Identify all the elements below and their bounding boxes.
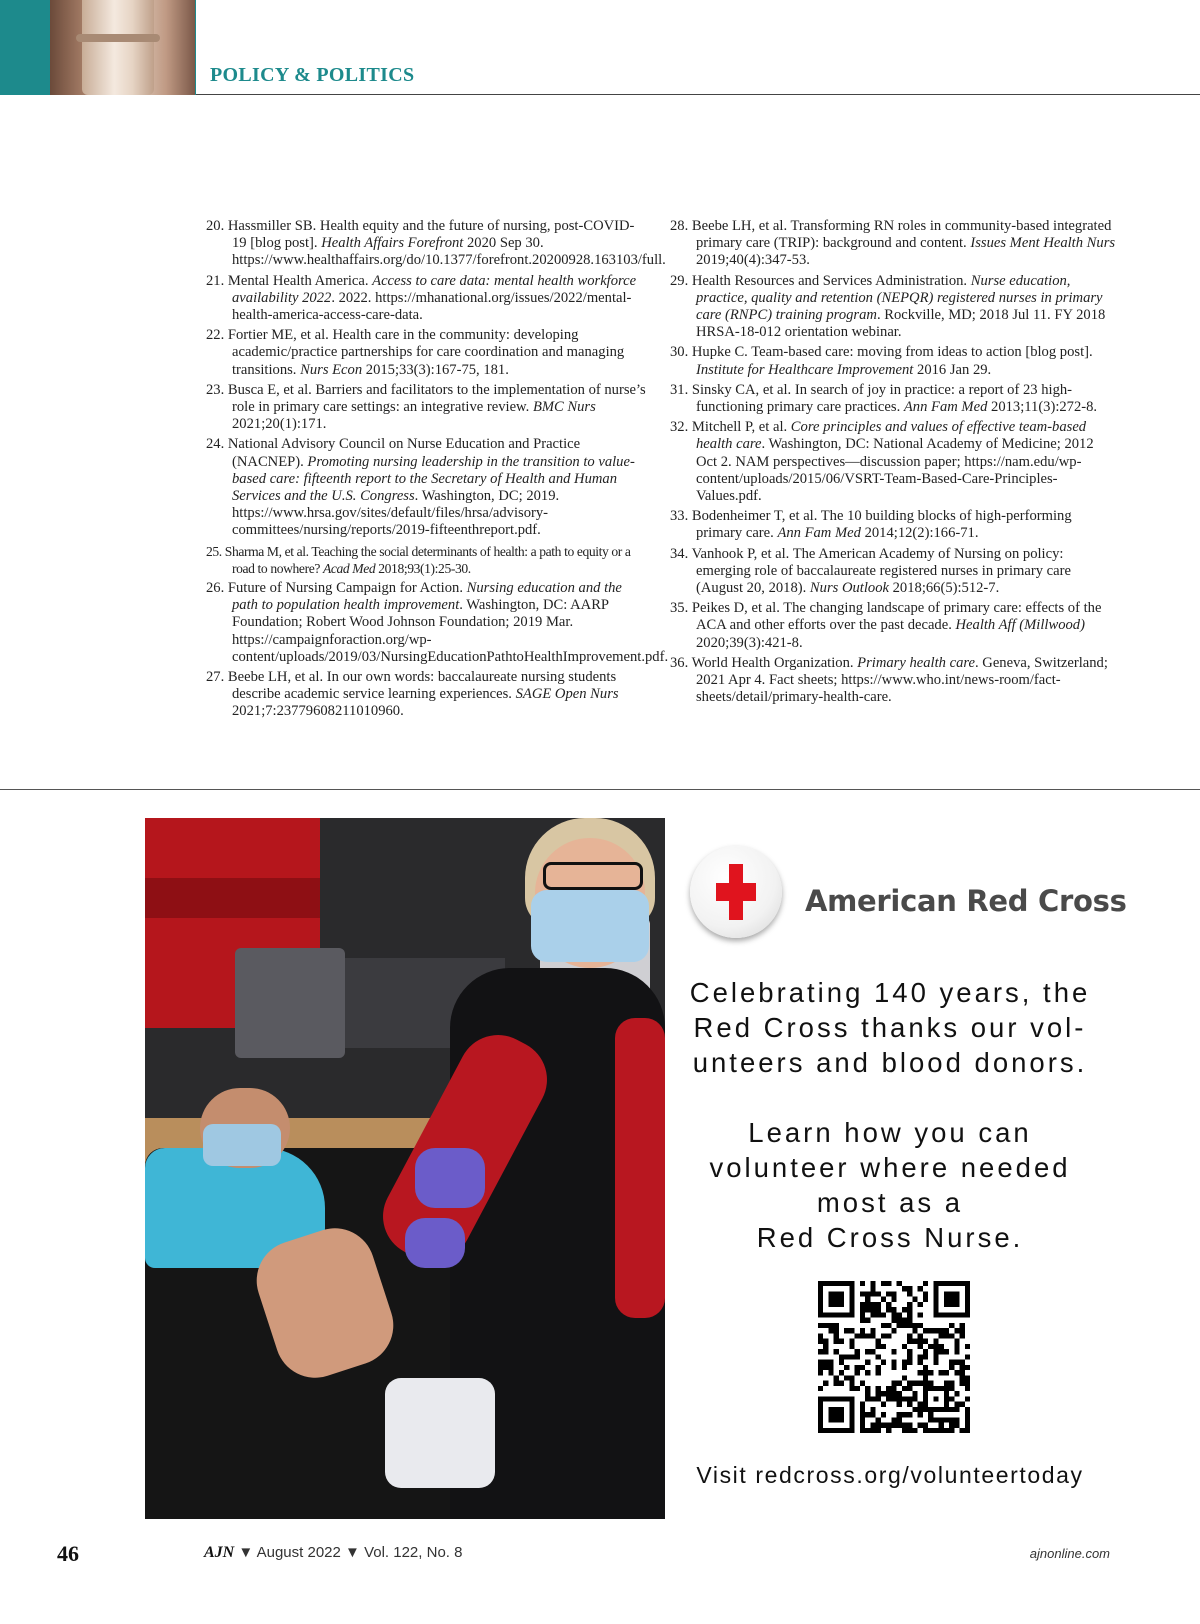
reference-number: 23. [206, 381, 228, 398]
journal-name: AJN [204, 1544, 235, 1561]
reference-text: . 2022. https://mhanational.org/issues/2022/mental-health-america-access-care-data. [232, 289, 632, 324]
reference-source-title: Ann Fam Med [903, 399, 988, 416]
reference-text: Hassmiller SB. Health equity and the future of nursing, post-COVID-19 [blog post]. [227, 218, 635, 252]
reference-source-title: Health Aff (Millwood) [955, 617, 1085, 634]
reference-text: 2020 Sep 30. https://www.healthaffairs.org/do/10.1377/forefront.20200928.163103/full. [232, 235, 666, 269]
column-pillar-graphic [82, 0, 154, 95]
header-decorative-image [0, 0, 196, 95]
reference-item [670, 419, 1118, 505]
photo-glove-lower [405, 1218, 465, 1268]
reference-text: Health Resources and Services Administration. [691, 272, 971, 289]
reference-source-title: Nurs Outlook [809, 580, 889, 597]
reference-item [670, 273, 1118, 342]
reference-item [670, 382, 1118, 416]
reference-number: 30. [670, 344, 692, 361]
references-left-column [206, 218, 669, 724]
reference-number: 34. [670, 545, 692, 562]
ad-tagline-line: unteers and blood donors. [692, 1047, 1088, 1078]
red-cross-logo [690, 846, 782, 938]
ad-cta-line: Learn how you can [748, 1117, 1032, 1148]
reference-source-title: Institute for Healthcare Improvement [696, 361, 914, 378]
reference-number: 26. [206, 580, 228, 597]
reference-source-title: Nursing education and the path to population health improvement [232, 580, 622, 614]
references-right-column [670, 218, 1118, 709]
ad-tagline-line: Celebrating 140 years, the [689, 977, 1091, 1008]
header-divider [196, 94, 1200, 95]
reference-text: Sharma M, et al. Teaching the social determinants of health: a path to equity or a road to nowhere? [224, 543, 631, 576]
reference-text: . Washington, DC; 2019. https://www.hrsa.gov/sites/default/files/hrsa/advisory-committees/nursing/reports/2019-fifteenthreport.pdf. [232, 488, 560, 539]
photo-donor-mask [203, 1124, 281, 1166]
reference-source-title: Promoting nursing leadership in the transition to value-based care: fifteenth report to the Secretary of Health and Human Services and the U.S. Congress [232, 453, 635, 505]
ad-divider [0, 789, 1200, 790]
reference-text: . Rockville, MD; 2018 Jul 11. FY 2018 HRSA-18-012 orientation webinar. [696, 307, 1106, 341]
photo-glove [415, 1148, 485, 1208]
blood-donation-photo [145, 818, 665, 1519]
reference-text: 2021;20(1):171. [232, 416, 327, 433]
reference-text: Fortier ME, et al. Health care in the community: developing academic/practice partnerships for care coordination and managing transitions. [227, 327, 625, 378]
reference-number: 36. [670, 654, 692, 671]
photo-nurse-sleeve-right [615, 1018, 665, 1318]
reference-text: Beebe LH, et al. In our own words: baccalaureate nursing students describe academic service learning experiences. [227, 669, 617, 703]
reference-text: Future of Nursing Campaign for Action. [227, 580, 467, 597]
photo-nurse-glasses [543, 862, 643, 890]
reference-text: Peikes D, et al. The changing landscape of primary care: effects of the ACA and other efforts over the past decade. [691, 600, 1102, 634]
reference-text: Hupke C. Team-based care: moving from ideas to action [blog post]. [691, 344, 1093, 361]
red-cross-icon [716, 860, 756, 924]
reference-item [206, 382, 646, 434]
reference-item [206, 327, 646, 379]
reference-number: 27. [206, 669, 228, 686]
reference-text: 2020;39(3):421-8. [696, 634, 803, 651]
reference-item [670, 344, 1118, 378]
ad-volunteer-link[interactable]: Visit redcross.org/volunteertoday [696, 1462, 1084, 1488]
reference-text: . Geneva, Switzerland; 2021 Apr 4. Fact sheets; https://www.who.int/news-room/fact-sheets/detail/primary-health-care. [696, 654, 1108, 706]
reference-item [206, 436, 646, 539]
reference-source-title: Access to care data: mental health workforce availability 2022 [232, 272, 637, 306]
section-title: POLICY & POLITICS [210, 64, 415, 86]
reference-item [670, 508, 1118, 542]
reference-text: 2021;7:23779608211010960. [232, 703, 404, 720]
reference-text: Beebe LH, et al. Transforming RN roles in community-based integrated primary care (TRIP): background and content. [691, 218, 1112, 252]
reference-number: 29. [670, 272, 692, 289]
reference-number: 31. [670, 381, 692, 398]
page-number: 46 [57, 1541, 79, 1566]
ad-cta-line: volunteer where needed [709, 1152, 1071, 1183]
reference-item [206, 580, 669, 666]
reference-number: 22. [206, 327, 228, 344]
reference-number: 28. [670, 218, 692, 234]
reference-text: Vanhook P, et al. The American Academy of Nursing on policy: emerging role of baccalaureate registered nurses in primary care (August 20, 2018). [691, 545, 1071, 597]
photo-nurse-mask [531, 890, 649, 962]
reference-text: Busca E, et al. Barriers and facilitators to the implementation of nurse’s role in primary care settings: an integrative review. [227, 381, 646, 416]
reference-number: 25. [206, 543, 225, 559]
reference-source-title: SAGE Open Nurs [515, 686, 619, 703]
ad-cta-line: most as a [816, 1187, 964, 1218]
reference-text: 2014;12(2):166-71. [860, 525, 979, 542]
volume-number: Vol. 122, No. 8 [364, 1544, 463, 1561]
reference-item [206, 669, 646, 721]
reference-item [206, 543, 646, 577]
reference-source-title: Ann Fam Med [777, 525, 861, 542]
reference-text: Sinsky CA, et al. In search of joy in practice: a report of 23 high-functioning primary care practices. [691, 381, 1073, 416]
column-ring-graphic [76, 34, 160, 42]
reference-text: Bodenheimer T, et al. The 10 building blocks of high-performing primary care. [691, 508, 1072, 542]
reference-item [206, 273, 646, 325]
reference-source-title: Nurse education, practice, quality and retention (NEPQR) registered nurses in primary care (RNPC) training program [696, 272, 1103, 324]
footer-citation [204, 1544, 462, 1562]
reference-text: 2016 Jan 29. [913, 361, 992, 378]
photo-red-wall-stripe [145, 878, 320, 918]
photo-collection-device [385, 1378, 495, 1488]
footer-website[interactable]: ajnonline.com [1029, 1546, 1110, 1561]
ad-tagline-line: Red Cross thanks our vol- [693, 1012, 1087, 1043]
reference-text: Mental Health America. [227, 272, 373, 289]
reference-item [206, 218, 666, 270]
reference-text: 2015;33(3):167-75, 181. [362, 361, 509, 378]
issue-date: August 2022 [256, 1544, 341, 1561]
reference-item [670, 546, 1118, 598]
reference-number: 35. [670, 600, 692, 617]
reference-item [670, 655, 1118, 707]
reference-source-title: Acad Med [322, 560, 376, 576]
reference-text: 2018;66(5):512-7. [888, 580, 1000, 597]
reference-number: 21. [206, 272, 228, 289]
reference-number: 24. [206, 436, 228, 453]
reference-text: World Health Organization. [691, 654, 858, 671]
reference-source-title: Nurs Econ [300, 361, 363, 378]
reference-text: Mitchell P, et al. [691, 419, 791, 436]
reference-item [670, 600, 1118, 652]
reference-source-title: Health Affairs Forefront [321, 235, 464, 252]
reference-text: 2013;11(3):272-8. [987, 399, 1098, 416]
reference-text: National Advisory Council on Nurse Education and Practice (NACNEP). [227, 436, 581, 470]
reference-source-title: Issues Ment Health Nurs [970, 235, 1116, 252]
reference-source-title: BMC Nurs [532, 399, 596, 416]
triangle-separator-icon: ▼ [238, 1544, 254, 1561]
reference-text: . Washington, DC: AARP Foundation; Robert Wood Johnson Foundation; 2019 Mar. https://campaignforaction.org/wp-content/uploads/2019/03/NursingEducationPathtoHealthImprovement.pdf. [232, 597, 669, 665]
reference-number: 20. [206, 218, 228, 234]
reference-number: 33. [670, 508, 692, 525]
photo-chair [235, 948, 345, 1058]
triangle-separator-icon: ▼ [345, 1544, 360, 1561]
reference-text: 2019;40(4):347-53. [696, 252, 810, 269]
reference-source-title: Primary health care [857, 654, 975, 671]
red-cross-wordmark: American Red Cross [805, 884, 1127, 918]
reference-text: 2018;93(1):25-30. [375, 560, 471, 576]
reference-number: 32. [670, 419, 692, 436]
ad-call-to-action [670, 1115, 1110, 1255]
reference-text: . Washington, DC: National Academy of Medicine; 2012 Oct 2. NAM perspectives—discussion paper; https://nam.edu/wp-content/uploads/2015/06/VSRT-Team-Based-Care-Principles-Values.pdf. [696, 436, 1094, 505]
qr-code-icon[interactable] [818, 1281, 970, 1433]
ad-tagline [670, 975, 1110, 1080]
ad-cta-line: Red Cross Nurse. [756, 1222, 1024, 1253]
reference-source-title: Core principles and values of effective team-based health care [696, 419, 1087, 453]
reference-item [670, 218, 1118, 270]
